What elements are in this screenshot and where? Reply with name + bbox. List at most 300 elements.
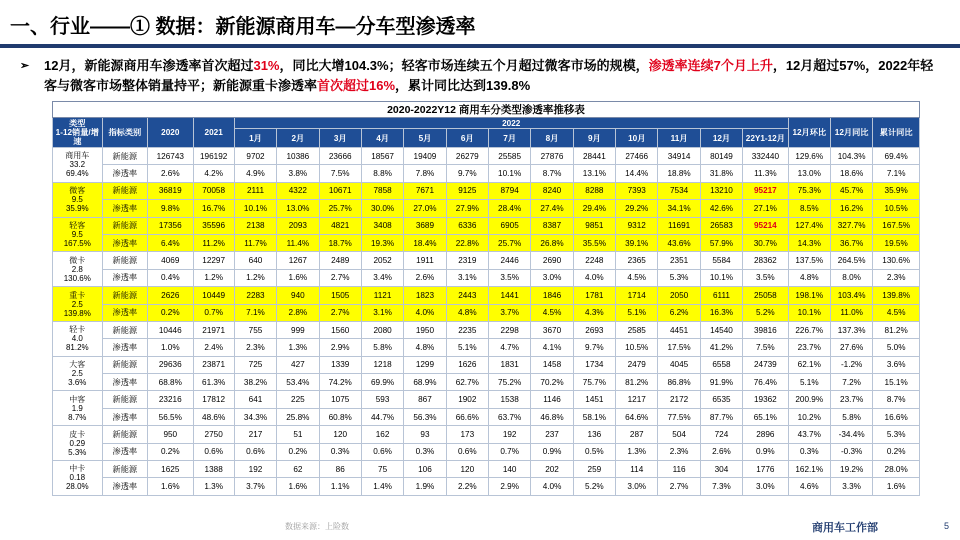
value-cell: 2896 bbox=[743, 426, 788, 443]
table-row bbox=[53, 287, 920, 304]
value-cell: 1.0% bbox=[148, 339, 193, 356]
value-cell: 136 bbox=[573, 426, 615, 443]
value-cell: 95214 bbox=[743, 217, 788, 234]
value-cell: 7.8% bbox=[404, 165, 446, 182]
value-cell: 114 bbox=[616, 461, 658, 478]
value-cell: 129.6% bbox=[788, 148, 830, 165]
value-cell: 86.8% bbox=[658, 374, 700, 391]
value-cell: 0.6% bbox=[193, 443, 234, 460]
value-cell: 2319 bbox=[446, 252, 488, 269]
value-cell: 16.7% bbox=[193, 200, 234, 217]
value-cell: 8.7% bbox=[531, 165, 573, 182]
value-cell: 1626 bbox=[446, 356, 488, 373]
value-cell: -34.4% bbox=[830, 426, 872, 443]
value-cell: 46.8% bbox=[531, 408, 573, 425]
value-cell: 26.8% bbox=[531, 234, 573, 251]
value-cell: 14.3% bbox=[788, 234, 830, 251]
value-cell: 2.9% bbox=[319, 339, 361, 356]
value-cell: 237 bbox=[531, 426, 573, 443]
value-cell: 2080 bbox=[361, 321, 403, 338]
value-cell: 13.1% bbox=[573, 165, 615, 182]
metric-label: 新能源 bbox=[102, 321, 147, 338]
table-row bbox=[53, 478, 920, 495]
header-month: 8月 bbox=[531, 129, 573, 148]
category-growth: 81.2% bbox=[65, 343, 89, 353]
value-cell: 26583 bbox=[700, 217, 742, 234]
value-cell: 1218 bbox=[361, 356, 403, 373]
header-month: 1月 bbox=[234, 129, 276, 148]
category-growth: 5.3% bbox=[68, 447, 87, 457]
category-sales: 0.18 bbox=[69, 473, 86, 483]
metric-label: 新能源 bbox=[102, 426, 147, 443]
header-2022: 2022 bbox=[234, 118, 788, 129]
value-cell: -1.2% bbox=[830, 356, 872, 373]
value-cell: 63.7% bbox=[488, 408, 530, 425]
value-cell: 43.7% bbox=[788, 426, 830, 443]
value-cell: 41.2% bbox=[700, 339, 742, 356]
value-cell: 95217 bbox=[743, 182, 788, 199]
value-cell: 56.5% bbox=[148, 408, 193, 425]
value-cell: 23871 bbox=[193, 356, 234, 373]
value-cell: 23666 bbox=[319, 148, 361, 165]
value-cell: 504 bbox=[658, 426, 700, 443]
value-cell: 27.9% bbox=[446, 200, 488, 217]
metric-label: 渗透率 bbox=[102, 304, 147, 321]
value-cell: 999 bbox=[277, 321, 319, 338]
category-sales: 1.9 bbox=[71, 403, 83, 413]
header-mom: 12月环比 bbox=[788, 118, 830, 148]
value-cell: 65.1% bbox=[743, 408, 788, 425]
value-cell: 1538 bbox=[488, 391, 530, 408]
value-cell: 19.3% bbox=[361, 234, 403, 251]
value-cell: 2585 bbox=[616, 321, 658, 338]
summary-part-4: ，累计同比达到139.8% bbox=[395, 78, 531, 93]
value-cell: 3.5% bbox=[743, 269, 788, 286]
header-month: 5月 bbox=[404, 129, 446, 148]
category-growth: 130.6% bbox=[63, 273, 91, 283]
metric-label: 渗透率 bbox=[102, 234, 147, 251]
value-cell: 1950 bbox=[404, 321, 446, 338]
value-cell: 1.6% bbox=[148, 478, 193, 495]
value-cell: 4.5% bbox=[616, 269, 658, 286]
value-cell: 10.1% bbox=[788, 304, 830, 321]
value-cell: 5.3% bbox=[873, 426, 920, 443]
value-cell: 11.2% bbox=[193, 234, 234, 251]
value-cell: 1217 bbox=[616, 391, 658, 408]
value-cell: 3.1% bbox=[446, 269, 488, 286]
category-cell bbox=[53, 321, 103, 356]
value-cell: 2.7% bbox=[658, 478, 700, 495]
value-cell: 0.2% bbox=[873, 443, 920, 460]
value-cell: 137.3% bbox=[830, 321, 872, 338]
header-yoy: 12月同比 bbox=[830, 118, 872, 148]
value-cell: 4069 bbox=[148, 252, 193, 269]
value-cell: 22.8% bbox=[446, 234, 488, 251]
value-cell: 21971 bbox=[193, 321, 234, 338]
category-sales: 0.29 bbox=[69, 438, 86, 448]
value-cell: 30.0% bbox=[361, 200, 403, 217]
value-cell: 0.2% bbox=[148, 443, 193, 460]
value-cell: 10.5% bbox=[616, 339, 658, 356]
value-cell: 10.1% bbox=[488, 165, 530, 182]
value-cell: 1902 bbox=[446, 391, 488, 408]
value-cell: 11.0% bbox=[830, 304, 872, 321]
value-cell: 1.6% bbox=[873, 478, 920, 495]
category-name: 轻卡 bbox=[69, 325, 86, 335]
value-cell: 29636 bbox=[148, 356, 193, 373]
category-sales: 9.5 bbox=[71, 229, 83, 239]
value-cell: 1.2% bbox=[193, 269, 234, 286]
category-cell bbox=[53, 217, 103, 252]
value-cell: 7534 bbox=[658, 182, 700, 199]
value-cell: 4.8% bbox=[446, 304, 488, 321]
value-cell: 68.9% bbox=[404, 374, 446, 391]
metric-label: 新能源 bbox=[102, 356, 147, 373]
value-cell: 75.2% bbox=[488, 374, 530, 391]
value-cell: 42.6% bbox=[700, 200, 742, 217]
table-row bbox=[53, 217, 920, 234]
value-cell: 11.3% bbox=[743, 165, 788, 182]
value-cell: 2248 bbox=[573, 252, 615, 269]
value-cell: 3.4% bbox=[361, 269, 403, 286]
header-row-1 bbox=[53, 118, 920, 129]
value-cell: 287 bbox=[616, 426, 658, 443]
value-cell: 23.7% bbox=[830, 391, 872, 408]
value-cell: 4322 bbox=[277, 182, 319, 199]
table-row bbox=[53, 148, 920, 165]
value-cell: 9312 bbox=[616, 217, 658, 234]
value-cell: 1831 bbox=[488, 356, 530, 373]
value-cell: 44.7% bbox=[361, 408, 403, 425]
value-cell: 0.4% bbox=[148, 269, 193, 286]
value-cell: 18567 bbox=[361, 148, 403, 165]
value-cell: 17.5% bbox=[658, 339, 700, 356]
value-cell: 66.6% bbox=[446, 408, 488, 425]
category-growth: 139.8% bbox=[63, 308, 91, 318]
summary-paragraph bbox=[20, 56, 940, 96]
value-cell: 6.2% bbox=[658, 304, 700, 321]
metric-label: 渗透率 bbox=[102, 374, 147, 391]
value-cell: 43.6% bbox=[658, 234, 700, 251]
value-cell: 0.3% bbox=[788, 443, 830, 460]
value-cell: 3.8% bbox=[277, 165, 319, 182]
value-cell: 8240 bbox=[531, 182, 573, 199]
value-cell: 1.1% bbox=[319, 478, 361, 495]
value-cell: 10.1% bbox=[234, 200, 276, 217]
table-row bbox=[53, 443, 920, 460]
value-cell: 1075 bbox=[319, 391, 361, 408]
category-sales: 2.5 bbox=[71, 369, 83, 379]
category-cell bbox=[53, 356, 103, 391]
value-cell: 93 bbox=[404, 426, 446, 443]
category-cell bbox=[53, 461, 103, 496]
value-cell: 1776 bbox=[743, 461, 788, 478]
table-row bbox=[53, 252, 920, 269]
value-cell: 2365 bbox=[616, 252, 658, 269]
value-cell: 7.5% bbox=[743, 339, 788, 356]
value-cell: 17812 bbox=[193, 391, 234, 408]
value-cell: 196192 bbox=[193, 148, 234, 165]
table-row bbox=[53, 461, 920, 478]
category-cell bbox=[53, 426, 103, 461]
value-cell: 11691 bbox=[658, 217, 700, 234]
value-cell: 36819 bbox=[148, 182, 193, 199]
header-month: 7月 bbox=[488, 129, 530, 148]
value-cell: 10386 bbox=[277, 148, 319, 165]
header-month: 6月 bbox=[446, 129, 488, 148]
value-cell: 226.7% bbox=[788, 321, 830, 338]
metric-label: 新能源 bbox=[102, 461, 147, 478]
header-month: 22Y1-12月 bbox=[743, 129, 788, 148]
value-cell: 31.8% bbox=[700, 165, 742, 182]
summary-text bbox=[44, 56, 940, 96]
category-name: 商用车 bbox=[65, 151, 90, 161]
value-cell: 192 bbox=[234, 461, 276, 478]
value-cell: 9.8% bbox=[148, 200, 193, 217]
category-cell bbox=[53, 391, 103, 426]
value-cell: 104.3% bbox=[830, 148, 872, 165]
value-cell: 10.2% bbox=[788, 408, 830, 425]
value-cell: 10.1% bbox=[700, 269, 742, 286]
value-cell: 2.6% bbox=[148, 165, 193, 182]
summary-red-1: 31% bbox=[253, 58, 280, 73]
value-cell: 2.7% bbox=[319, 304, 361, 321]
value-cell: 35.5% bbox=[573, 234, 615, 251]
value-cell: 106 bbox=[404, 461, 446, 478]
value-cell: 16.2% bbox=[830, 200, 872, 217]
value-cell: 7.3% bbox=[700, 478, 742, 495]
value-cell: 39.1% bbox=[616, 234, 658, 251]
value-cell: 28.0% bbox=[873, 461, 920, 478]
value-cell: 3.7% bbox=[488, 304, 530, 321]
header-month: 12月 bbox=[700, 129, 742, 148]
metric-label: 渗透率 bbox=[102, 200, 147, 217]
value-cell: 13.0% bbox=[788, 165, 830, 182]
category-name: 中客 bbox=[69, 394, 86, 404]
value-cell: 87.7% bbox=[700, 408, 742, 425]
value-cell: 0.7% bbox=[193, 304, 234, 321]
value-cell: 75.7% bbox=[573, 374, 615, 391]
value-cell: 27876 bbox=[531, 148, 573, 165]
value-cell: 10671 bbox=[319, 182, 361, 199]
value-cell: 77.5% bbox=[658, 408, 700, 425]
category-sales: 2.5 bbox=[71, 299, 83, 309]
bullet-arrow-icon: ➢ bbox=[20, 60, 30, 72]
value-cell: 116 bbox=[658, 461, 700, 478]
value-cell: 1.9% bbox=[404, 478, 446, 495]
header-month: 3月 bbox=[319, 129, 361, 148]
value-cell: 2111 bbox=[234, 182, 276, 199]
value-cell: 1267 bbox=[277, 252, 319, 269]
value-cell: 3.0% bbox=[743, 478, 788, 495]
value-cell: 6905 bbox=[488, 217, 530, 234]
value-cell: 16.6% bbox=[873, 408, 920, 425]
value-cell: 14540 bbox=[700, 321, 742, 338]
value-cell: 60.8% bbox=[319, 408, 361, 425]
category-name: 微卡 bbox=[69, 255, 86, 265]
category-name: 微客 bbox=[69, 186, 86, 196]
header-month: 11月 bbox=[658, 129, 700, 148]
metric-label: 渗透率 bbox=[102, 443, 147, 460]
value-cell: 25585 bbox=[488, 148, 530, 165]
value-cell: 15.1% bbox=[873, 374, 920, 391]
value-cell: 8.5% bbox=[788, 200, 830, 217]
value-cell: 4.3% bbox=[573, 304, 615, 321]
value-cell: 6558 bbox=[700, 356, 742, 373]
page-title: 一、行业——① 数据：新能源商用车—分车型渗透率 bbox=[10, 16, 476, 38]
department-label: 商用车工作部 bbox=[812, 522, 878, 534]
value-cell: 27.0% bbox=[404, 200, 446, 217]
value-cell: 5.0% bbox=[873, 339, 920, 356]
value-cell: 1.2% bbox=[234, 269, 276, 286]
value-cell: 3.7% bbox=[234, 478, 276, 495]
value-cell: 27.1% bbox=[743, 200, 788, 217]
value-cell: 126743 bbox=[148, 148, 193, 165]
category-name: 重卡 bbox=[69, 290, 86, 300]
value-cell: 8.8% bbox=[361, 165, 403, 182]
value-cell: 593 bbox=[361, 391, 403, 408]
value-cell: 1625 bbox=[148, 461, 193, 478]
value-cell: 8.7% bbox=[873, 391, 920, 408]
value-cell: 9.7% bbox=[573, 339, 615, 356]
table-row bbox=[53, 339, 920, 356]
summary-part-2: ，同比大增104.3%；轻客市场连续五个月超过微客市场的规模， bbox=[279, 58, 649, 73]
value-cell: 137.5% bbox=[788, 252, 830, 269]
value-cell: 225 bbox=[277, 391, 319, 408]
value-cell: 61.3% bbox=[193, 374, 234, 391]
category-sales: 2.8 bbox=[71, 264, 83, 274]
value-cell: 7671 bbox=[404, 182, 446, 199]
value-cell: 1121 bbox=[361, 287, 403, 304]
value-cell: 1.3% bbox=[616, 443, 658, 460]
value-cell: 0.6% bbox=[234, 443, 276, 460]
value-cell: 4.1% bbox=[531, 339, 573, 356]
value-cell: 0.9% bbox=[531, 443, 573, 460]
category-growth: 35.9% bbox=[65, 204, 89, 214]
summary-red-3: 首次超过16% bbox=[317, 78, 396, 93]
value-cell: 217 bbox=[234, 426, 276, 443]
value-cell: 1505 bbox=[319, 287, 361, 304]
category-sales: 4.0 bbox=[71, 334, 83, 344]
value-cell: 4.9% bbox=[234, 165, 276, 182]
value-cell: 725 bbox=[234, 356, 276, 373]
table-row bbox=[53, 200, 920, 217]
value-cell: 0.3% bbox=[319, 443, 361, 460]
value-cell: 91.9% bbox=[700, 374, 742, 391]
value-cell: 81.2% bbox=[873, 321, 920, 338]
value-cell: 0.6% bbox=[361, 443, 403, 460]
value-cell: 1.6% bbox=[277, 269, 319, 286]
value-cell: 48.6% bbox=[193, 408, 234, 425]
value-cell: 640 bbox=[234, 252, 276, 269]
value-cell: 2750 bbox=[193, 426, 234, 443]
value-cell: 2693 bbox=[573, 321, 615, 338]
value-cell: 53.4% bbox=[277, 374, 319, 391]
value-cell: 25.8% bbox=[277, 408, 319, 425]
value-cell: 1146 bbox=[531, 391, 573, 408]
value-cell: 86 bbox=[319, 461, 361, 478]
category-sales: 33.2 bbox=[69, 160, 86, 170]
value-cell: 25058 bbox=[743, 287, 788, 304]
value-cell: 103.4% bbox=[830, 287, 872, 304]
table-row bbox=[53, 356, 920, 373]
value-cell: 62.1% bbox=[788, 356, 830, 373]
value-cell: 2.8% bbox=[277, 304, 319, 321]
value-cell: 4.2% bbox=[193, 165, 234, 182]
header-month: 2月 bbox=[277, 129, 319, 148]
metric-label: 新能源 bbox=[102, 252, 147, 269]
value-cell: 45.7% bbox=[830, 182, 872, 199]
value-cell: 0.7% bbox=[488, 443, 530, 460]
value-cell: 259 bbox=[573, 461, 615, 478]
value-cell: 2.6% bbox=[700, 443, 742, 460]
value-cell: 3408 bbox=[361, 217, 403, 234]
value-cell: 4.0% bbox=[531, 478, 573, 495]
value-cell: 4821 bbox=[319, 217, 361, 234]
value-cell: 0.5% bbox=[573, 443, 615, 460]
value-cell: 9851 bbox=[573, 217, 615, 234]
value-cell: 76.4% bbox=[743, 374, 788, 391]
metric-label: 渗透率 bbox=[102, 339, 147, 356]
header-type bbox=[53, 118, 103, 148]
value-cell: 3670 bbox=[531, 321, 573, 338]
value-cell: 10449 bbox=[193, 287, 234, 304]
value-cell: 36.7% bbox=[830, 234, 872, 251]
value-cell: 3.5% bbox=[488, 269, 530, 286]
value-cell: 28441 bbox=[573, 148, 615, 165]
value-cell: 2479 bbox=[616, 356, 658, 373]
value-cell: 140 bbox=[488, 461, 530, 478]
value-cell: 940 bbox=[277, 287, 319, 304]
table-body bbox=[53, 102, 920, 496]
value-cell: 1846 bbox=[531, 287, 573, 304]
value-cell: 2443 bbox=[446, 287, 488, 304]
value-cell: 26279 bbox=[446, 148, 488, 165]
value-cell: 30.7% bbox=[743, 234, 788, 251]
summary-part-1: 12月，新能源商用车渗透率首次超过 bbox=[44, 58, 254, 73]
value-cell: 2.9% bbox=[488, 478, 530, 495]
value-cell: 2.3% bbox=[658, 443, 700, 460]
header-2021: 2021 bbox=[193, 118, 234, 148]
value-cell: 23216 bbox=[148, 391, 193, 408]
value-cell: 58.1% bbox=[573, 408, 615, 425]
value-cell: 5.8% bbox=[361, 339, 403, 356]
value-cell: 75 bbox=[361, 461, 403, 478]
value-cell: 56.3% bbox=[404, 408, 446, 425]
value-cell: 4.7% bbox=[488, 339, 530, 356]
value-cell: 64.6% bbox=[616, 408, 658, 425]
value-cell: 641 bbox=[234, 391, 276, 408]
value-cell: 7.1% bbox=[873, 165, 920, 182]
value-cell: 162 bbox=[361, 426, 403, 443]
value-cell: 2052 bbox=[361, 252, 403, 269]
value-cell: 2.4% bbox=[193, 339, 234, 356]
value-cell: 2.6% bbox=[404, 269, 446, 286]
category-cell bbox=[53, 182, 103, 217]
value-cell: 0.3% bbox=[404, 443, 446, 460]
penetration-table bbox=[52, 101, 920, 496]
metric-label: 渗透率 bbox=[102, 478, 147, 495]
value-cell: 18.8% bbox=[658, 165, 700, 182]
value-cell: 7393 bbox=[616, 182, 658, 199]
value-cell: 1911 bbox=[404, 252, 446, 269]
value-cell: 28362 bbox=[743, 252, 788, 269]
value-cell: 120 bbox=[319, 426, 361, 443]
value-cell: 81.2% bbox=[616, 374, 658, 391]
value-cell: 3689 bbox=[404, 217, 446, 234]
value-cell: 264.5% bbox=[830, 252, 872, 269]
value-cell: 3.1% bbox=[361, 304, 403, 321]
